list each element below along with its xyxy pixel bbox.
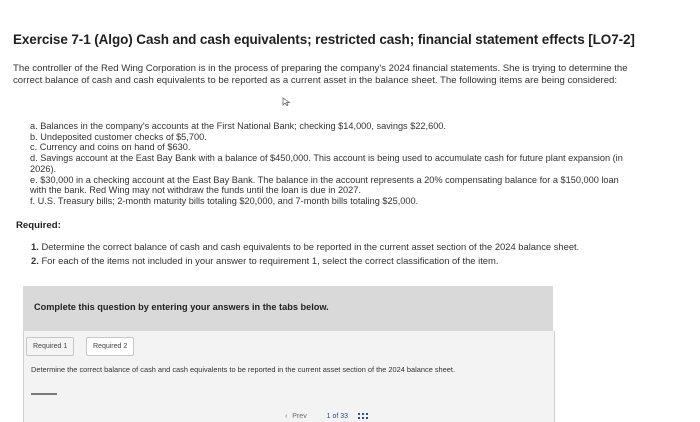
- tabs-panel: [23, 331, 555, 422]
- item-label: c.: [30, 142, 38, 153]
- item-text: Currency and coins on hand of $630.: [39, 142, 191, 153]
- items-list: [30, 121, 630, 207]
- item-text: $30,000 in a checking account at the East Bay Bank. The balance in the account represents a 20% compensating balance for a $150,000 loan with the bank. Red Wing may not withdraw the funds until the loan is due in 2027.: [30, 174, 619, 196]
- intro-paragraph: The controller of the Red Wing Corporation is in the process of preparing the company's 2024 financial statements. She is trying to determine the correct balance of cash and cash equivalents to be reported as a current asset in the balance sheet. The following items are being considered:: [13, 63, 628, 86]
- requirements-list: [31, 241, 631, 266]
- requirement-text: For each of the items not included in your answer to requirement 1, select the correct classification of the item.: [41, 255, 499, 266]
- tab-required-2[interactable]: Required 2: [86, 337, 134, 356]
- item-text: Undeposited customer checks of $5,700.: [40, 131, 207, 142]
- list-item: [30, 142, 630, 153]
- prev-button[interactable]: Prev: [292, 413, 307, 420]
- requirement-label: 1.: [31, 241, 39, 252]
- mouse-cursor-icon: [282, 97, 291, 106]
- panel-instruction: Determine the correct balance of cash and cash equivalents to be reported in the current asset section of the 2024 balance sheet.: [31, 365, 455, 374]
- item-label: f.: [30, 195, 36, 206]
- item-text: Balances in the company's accounts at the First National Bank; checking $14,000, savings $22,600.: [40, 121, 446, 131]
- list-item: [30, 121, 630, 132]
- chevron-left-icon[interactable]: ‹: [285, 413, 288, 420]
- tab-required-1[interactable]: Required 1: [26, 337, 74, 356]
- page-indicator[interactable]: 1 of 33: [326, 413, 349, 420]
- banner-text: Complete this question by entering your answers in the tabs below.: [34, 302, 329, 312]
- required-heading: Required:: [16, 220, 61, 231]
- divider: [31, 393, 57, 395]
- pagination: [285, 413, 368, 422]
- item-text: U.S. Treasury bills; 2-month maturity bills totaling $20,000, and 7-month bills totaling $25,000.: [37, 195, 419, 206]
- requirement-text: Determine the correct balance of cash and cash equivalents to be reported in the current asset section of the 2024 balance sheet.: [41, 241, 580, 252]
- item-label: d.: [30, 153, 38, 164]
- item-label: a.: [30, 121, 38, 131]
- exercise-title: Exercise 7-1 (Algo) Cash and cash equivalents; restricted cash; financial statement effects [LO7-2]: [13, 32, 635, 47]
- list-item: [30, 132, 630, 143]
- grid-icon[interactable]: [358, 413, 368, 422]
- list-item: [30, 153, 630, 174]
- item-label: b.: [30, 131, 38, 142]
- item-label: e.: [30, 174, 38, 185]
- instructions-banner: [23, 286, 553, 331]
- requirement-label: 2.: [31, 255, 39, 266]
- requirement-item: [31, 255, 631, 266]
- requirement-item: [31, 241, 631, 252]
- list-item: [30, 196, 630, 207]
- item-text: Savings account at the East Bay Bank with a balance of $450,000. This account is being used to accumulate cash for future plant expansion (in 2026).: [30, 153, 623, 174]
- list-item: [30, 175, 630, 196]
